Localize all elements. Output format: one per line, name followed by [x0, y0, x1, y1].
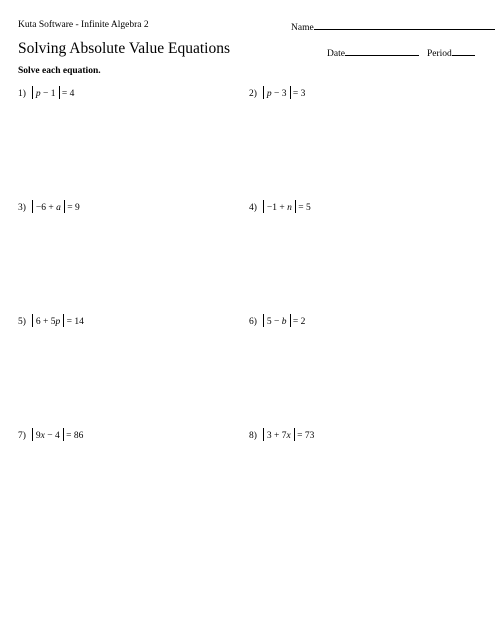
problem-number: 7)	[18, 431, 26, 441]
name-field[interactable]	[291, 20, 495, 33]
name-line	[314, 20, 495, 30]
expr-rhs: = 86	[66, 431, 84, 441]
problem-3	[18, 200, 80, 213]
expr-var: p	[35, 89, 41, 99]
expr-var: a	[56, 203, 61, 213]
period-label: Period	[427, 49, 452, 59]
problem-4	[249, 200, 311, 213]
problem-2	[249, 86, 305, 99]
instructions: Solve each equation.	[18, 66, 101, 76]
page-title: Solving Absolute Value Equations	[18, 40, 230, 57]
expr-post: − 1	[40, 89, 56, 99]
expr-post: − 3	[271, 89, 287, 99]
date-label: Date	[327, 49, 345, 59]
expr-post: − 4	[44, 431, 60, 441]
expr-pre: −1 +	[266, 203, 288, 213]
expr-var: p	[55, 317, 61, 327]
problem-number: 4)	[249, 203, 257, 213]
expr-rhs: = 3	[292, 89, 306, 99]
expr-pre: 6 + 5	[35, 317, 56, 327]
expr-rhs: = 2	[292, 317, 306, 327]
expr-rhs: = 9	[67, 203, 80, 213]
software-label: Kuta Software - Infinite Algebra 2	[18, 20, 149, 30]
date-line	[345, 46, 419, 56]
period-line	[452, 46, 475, 56]
expr-pre: 3 + 7	[266, 431, 287, 441]
abs-bar-right	[64, 200, 65, 213]
abs-bar-right	[59, 86, 60, 99]
expr-pre: −6 +	[35, 203, 57, 213]
expr-pre: 9	[35, 431, 41, 441]
expr-var: x	[286, 431, 291, 441]
abs-bar-right	[295, 200, 296, 213]
expr-rhs: = 4	[61, 89, 75, 99]
problem-number: 1)	[18, 89, 26, 99]
abs-bar-right	[63, 428, 64, 441]
abs-bar-right	[294, 428, 295, 441]
problem-1	[18, 86, 74, 99]
problem-6	[249, 314, 305, 327]
problem-5	[18, 314, 84, 327]
expr-rhs: = 73	[297, 431, 315, 441]
abs-bar-right	[290, 86, 291, 99]
expr-var: b	[281, 317, 287, 327]
expr-pre: 5 −	[266, 317, 282, 327]
problem-number: 6)	[249, 317, 257, 327]
abs-bar-right	[63, 314, 64, 327]
expr-rhs: = 14	[66, 317, 84, 327]
problem-number: 3)	[18, 203, 26, 213]
expr-rhs: = 5	[298, 203, 311, 213]
problem-number: 8)	[249, 431, 257, 441]
problem-number: 5)	[18, 317, 26, 327]
date-field[interactable]	[327, 46, 419, 59]
problem-8	[249, 428, 314, 441]
abs-bar-right	[290, 314, 291, 327]
expr-var: p	[266, 89, 272, 99]
expr-var: n	[287, 203, 292, 213]
expr-var: x	[40, 431, 45, 441]
problem-7	[18, 428, 83, 441]
period-field[interactable]	[427, 46, 475, 59]
name-label: Name	[291, 23, 314, 33]
problem-number: 2)	[249, 89, 257, 99]
